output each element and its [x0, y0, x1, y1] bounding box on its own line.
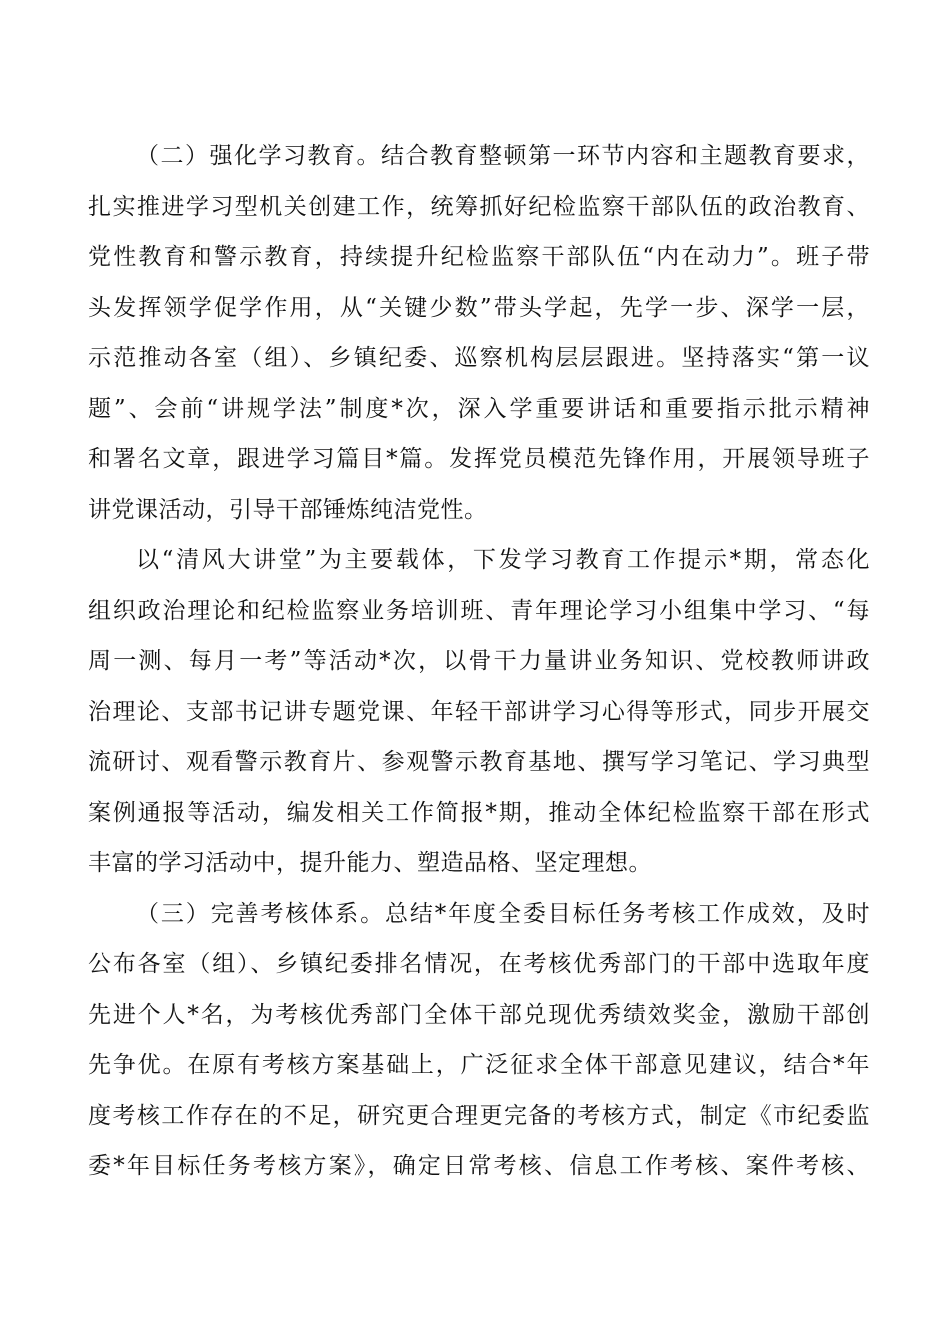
text-line: 示范推动各室（组）、乡镇纪委、巡察机构层层跟进。坚持落实“第一议: [88, 345, 870, 371]
text-line: 和署名文章，跟进学习篇目*篇。发挥党员模范先锋作用，开展领导班子: [88, 446, 870, 472]
text-line: 流研讨、观看警示教育片、参观警示教育基地、撰写学习笔记、学习典型: [88, 749, 870, 775]
text-line: 周一测、每月一考”等活动*次，以骨干力量讲业务知识、党校教师讲政: [88, 648, 870, 674]
text-line: 题”、会前“讲规学法”制度*次，深入学重要讲话和重要指示批示精神: [88, 395, 870, 422]
text-line: 丰富的学习活动中，提升能力、塑造品格、坚定理想。: [88, 850, 652, 876]
paragraph-improve-assessment-system: [88, 889, 870, 1192]
text-line: 案例通报等活动，编发相关工作简报*期，推动全体纪检监察干部在形式: [88, 799, 870, 826]
text-line: （二）强化学习教育。结合教育整顿第一环节内容和主题教育要求，: [136, 143, 870, 169]
text-line: 治理论、支部书记讲专题党课、年轻干部讲学习心得等形式，同步开展交: [88, 698, 870, 725]
document-body: [88, 131, 870, 1192]
text-line: 头发挥领学促学作用，从“关键少数”带头学起，先学一步、深学一层，: [88, 294, 870, 321]
text-line: 公布各室（组）、乡镇纪委排名情况，在考核优秀部门的干部中选取年度: [88, 951, 870, 977]
text-line: 先进个人*名，为考核优秀部门全体干部兑现优秀绩效奖金，激励干部创: [88, 1001, 870, 1028]
text-line: 度考核工作存在的不足，研究更合理更完备的考核方式，制定《市纪委监: [88, 1102, 870, 1129]
paragraph-qingfeng-lecture: [88, 535, 870, 889]
paragraph-strengthen-study-education: [88, 131, 870, 535]
text-line: 委*年目标任务考核方案》，确定日常考核、信息工作考核、案件考核、: [88, 1153, 870, 1179]
text-line: （三）完善考核体系。总结*年度全委目标任务考核工作成效，及时: [136, 900, 870, 927]
text-line: 扎实推进学习型机关创建工作，统筹抓好纪检监察干部队伍的政治教育、: [88, 193, 870, 220]
text-line: 讲党课活动，引导干部锤炼纯洁党性。: [88, 496, 488, 523]
text-line: 组织政治理论和纪检监察业务培训班、青年理论学习小组集中学习、“每: [88, 597, 870, 624]
text-line: 党性教育和警示教育，持续提升纪检监察干部队伍“内在动力”。班子带: [88, 244, 870, 270]
text-line: 先争优。在原有考核方案基础上，广泛征求全体干部意见建议，结合*年: [88, 1052, 870, 1078]
text-line: 以“清风大讲堂”为主要载体，下发学习教育工作提示*期，常态化: [136, 547, 870, 573]
